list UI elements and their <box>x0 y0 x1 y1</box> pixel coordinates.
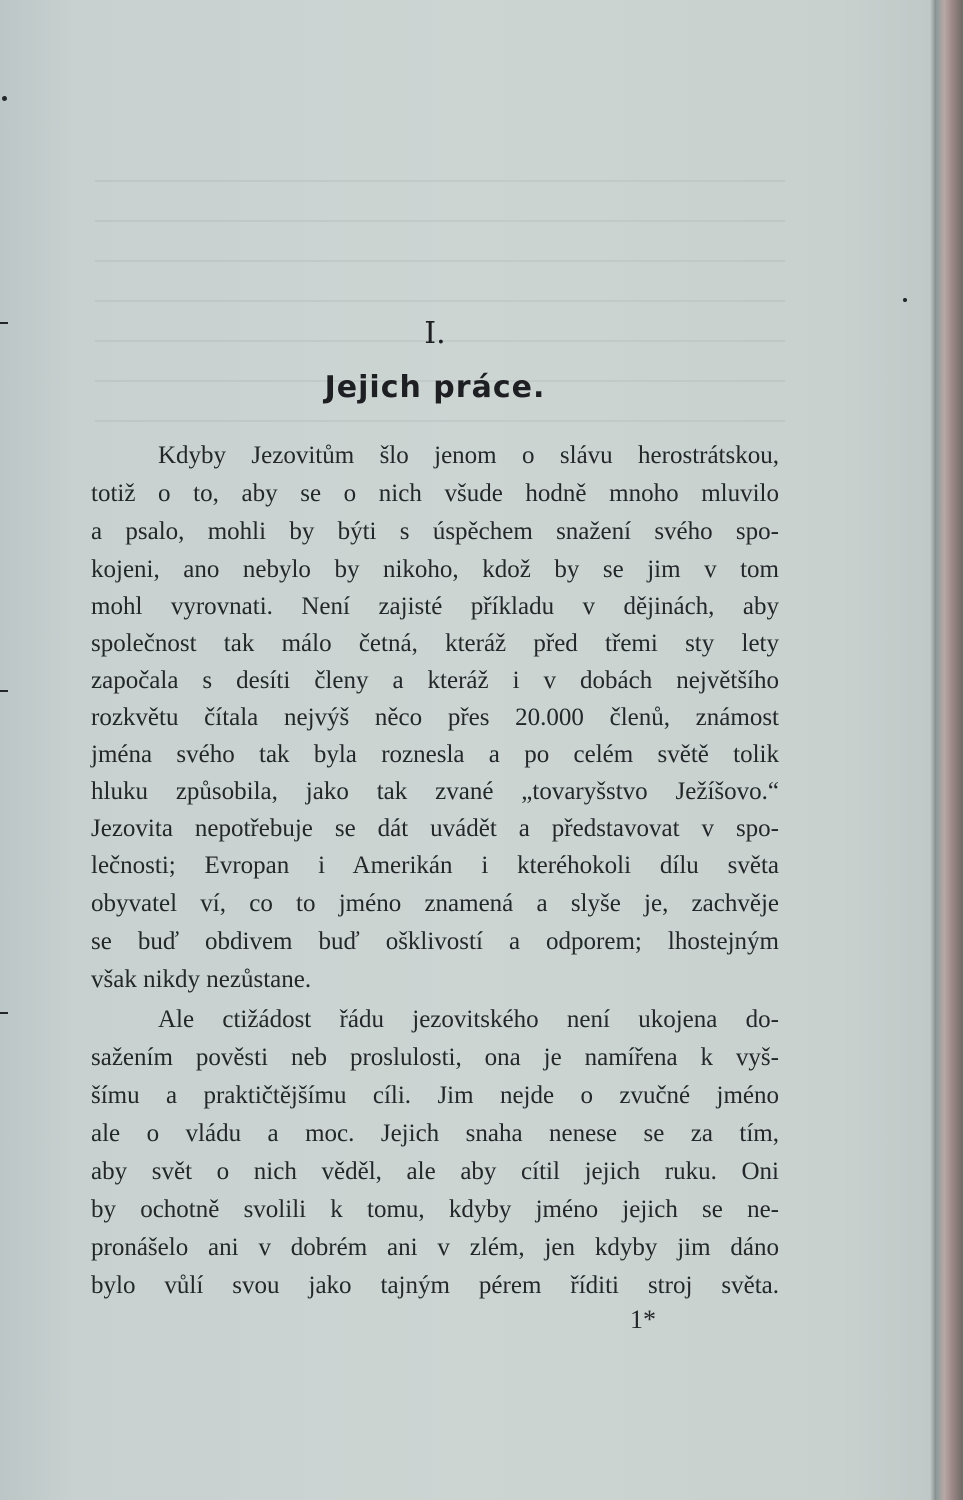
text-line: započala s desíti členy a kteráž i v dobách největšího <box>91 667 779 694</box>
text-line: hluku způsobila, jako tak zvané „tovaryšstvo Ježíšovo.“ <box>91 778 779 805</box>
text-line: pronášelo ani v dobrém ani v zlém, jen kdyby jim dáno <box>91 1234 779 1261</box>
text-line: jména svého tak byla roznesla a po celém světě tolik <box>91 741 779 768</box>
text-line: rozkvětu čítala nejvýš něco přes 20.000 členů, známost <box>91 704 779 731</box>
text-line: totiž o to, aby se o nich všude hodně mnoho mluvilo <box>91 480 779 507</box>
text-line: obyvatel ví, co to jméno znamená a slyše je, zachvěje <box>91 890 779 917</box>
text-line: kojeni, ano nebylo by nikoho, kdož by se jim v tom <box>91 556 779 583</box>
margin-speck <box>2 96 7 101</box>
text-line: Kdyby Jezovitům šlo jenom o slávu herostrátskou, <box>158 442 779 469</box>
text-line: by ochotně svolili k tomu, kdyby jméno jejich se ne- <box>91 1196 779 1223</box>
text-line: sažením pověsti neb proslulosti, ona je namířena k vyš- <box>91 1044 779 1071</box>
page-signature: 1* <box>630 1305 656 1334</box>
text-line: lečnosti; Evropan i Amerikán i kteréhokoli dílu světa <box>91 852 779 879</box>
text-line: společnost tak málo četná, kteráž před třemi sty lety <box>91 630 779 657</box>
margin-tick <box>0 322 8 324</box>
text-line: šímu a praktičtějšímu cíli. Jim nejde o zvučné jméno <box>91 1082 779 1109</box>
text-line: bylo vůlí svou jako tajným pérem říditi stroj světa. <box>91 1272 779 1299</box>
text-line: ale o vládu a moc. Jejich snaha nenese se za tím, <box>91 1120 779 1147</box>
text-line: aby svět o nich věděl, ale aby cítil jejich ruku. Oni <box>91 1158 779 1185</box>
section-number: I. <box>424 316 446 351</box>
section-title: Jejich práce. <box>324 370 546 405</box>
text-line: mohl vyrovnati. Není zajisté příkladu v dějinách, aby <box>91 593 779 620</box>
text-line: a psalo, mohli by býti s úspěchem snažení svého spo- <box>91 518 779 545</box>
margin-tick <box>0 1012 8 1014</box>
text-line: Jezovita nepotřebuje se dát uvádět a představovat v spo- <box>91 815 779 842</box>
book-edge <box>936 0 963 1500</box>
text-line: však nikdy nezůstane. <box>91 966 312 993</box>
text-line: se buď obdivem buď ošklivostí a odporem; lhostejným <box>91 928 779 955</box>
page-speck <box>903 298 907 302</box>
text-line: Ale ctižádost řádu jezovitského není ukojena do- <box>158 1006 779 1033</box>
margin-tick <box>0 690 8 692</box>
